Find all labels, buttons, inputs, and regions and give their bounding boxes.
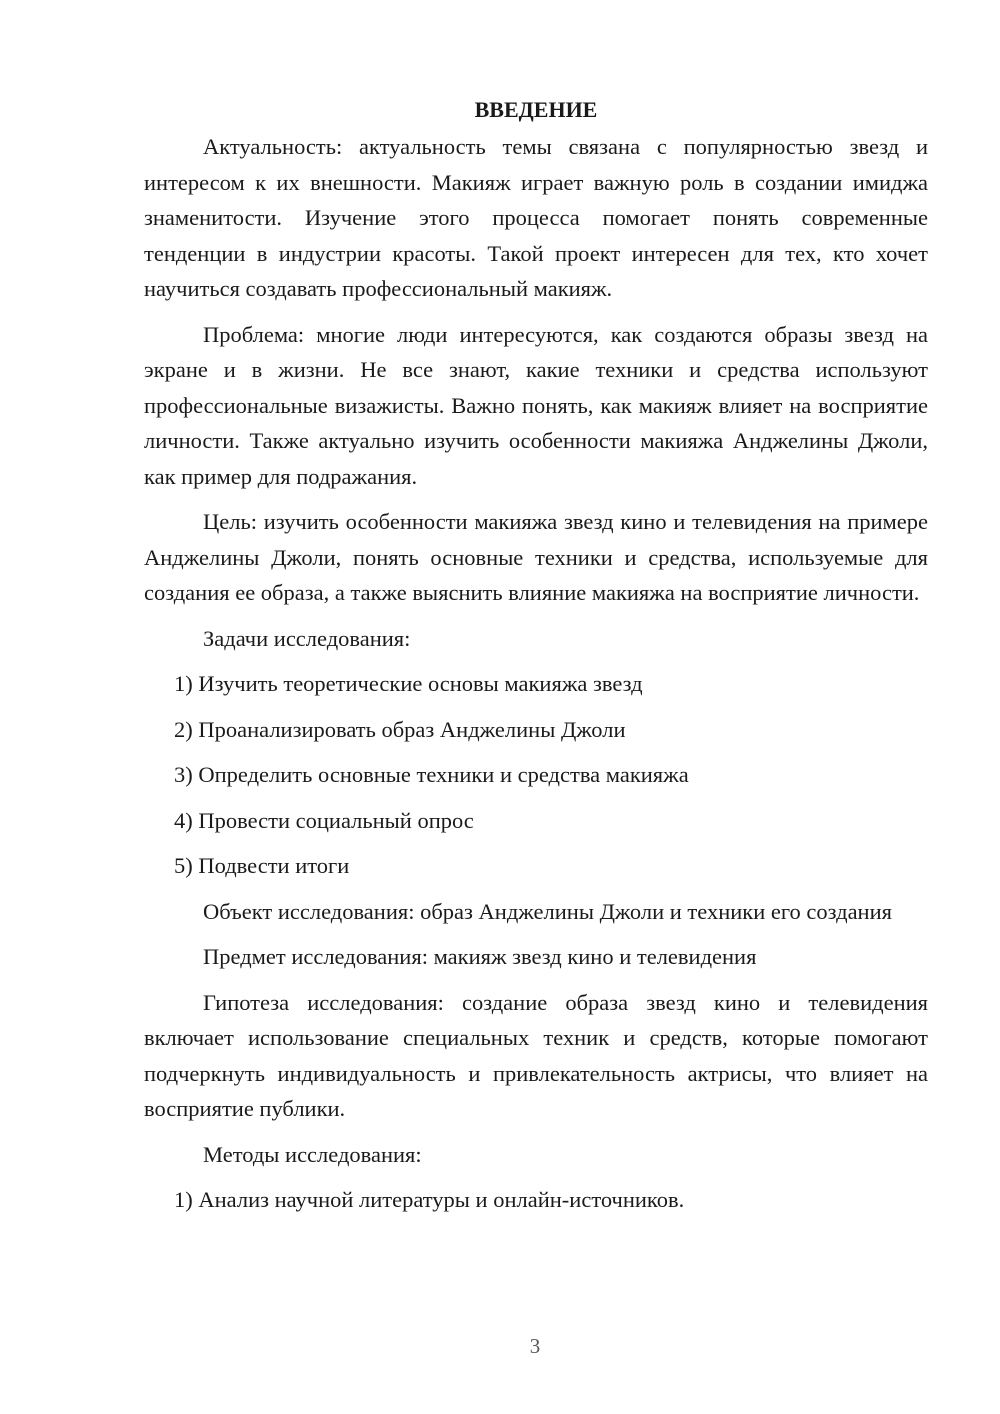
task-item: 3) Определить основные техники и средства макияжа (174, 762, 689, 787)
object-paragraph: Объект исследования: образ Анджелины Джоли и техники его создания (203, 898, 892, 924)
task-item: 5) Подвести итоги (174, 853, 350, 878)
methods-title: Методы исследования: (203, 1141, 422, 1167)
task-item: 2) Проанализировать образ Анджелины Джоли (174, 716, 626, 742)
page-number: 3 (529, 1334, 541, 1358)
hypothesis-paragraph: Гипотеза исследования: создание образа звезд кино и телевидения включает использование специальных техник и средств, которые помогают подчеркнуть индивидуальность и привлекательность актрисы, что влияет на восприятие публики. (144, 989, 928, 1121)
section-heading: ВВЕДЕНИЕ (474, 97, 598, 122)
subject-paragraph: Предмет исследования: макияж звезд кино и телевидения (203, 944, 757, 969)
method-item: 1) Анализ научной литературы и онлайн-источников. (174, 1187, 685, 1212)
goal-paragraph: Цель: изучить особенности макияжа звезд кино и телевидения на примере Анджелины Джоли, понять основные техники и средства, используемые для создания ее образа, а также выяснить влияние макияжа на восприятие личности. (144, 509, 928, 605)
problem-paragraph: Проблема: многие люди интересуются, как создаются образы звезд на экране и в жизни. Не все знают, какие техники и средства используют профессиональные визажисты. Важно понять, как макияж влияет на восприятие личности. Также актуально изучить особенности макияжа Анджелины Джоли, как пример для подражания. (144, 321, 928, 489)
tasks-title: Задачи исследования: (203, 625, 411, 651)
task-item: 1) Изучить теоретические основы макияжа звезд (174, 671, 643, 696)
document-page (144, 92, 928, 1218)
relevance-paragraph: Актуальность: актуальность темы связана с популярностью звезд и интересом к их внешности. Макияж играет важную роль в создании имиджа знаменитости. Изучение этого процесса помогает понять современные тенденции в индустрии красоты. Такой проект интересен для тех, кто хочет научиться создавать профессиональный макияж. (144, 134, 928, 301)
task-item: 4) Провести социальный опрос (174, 807, 474, 833)
